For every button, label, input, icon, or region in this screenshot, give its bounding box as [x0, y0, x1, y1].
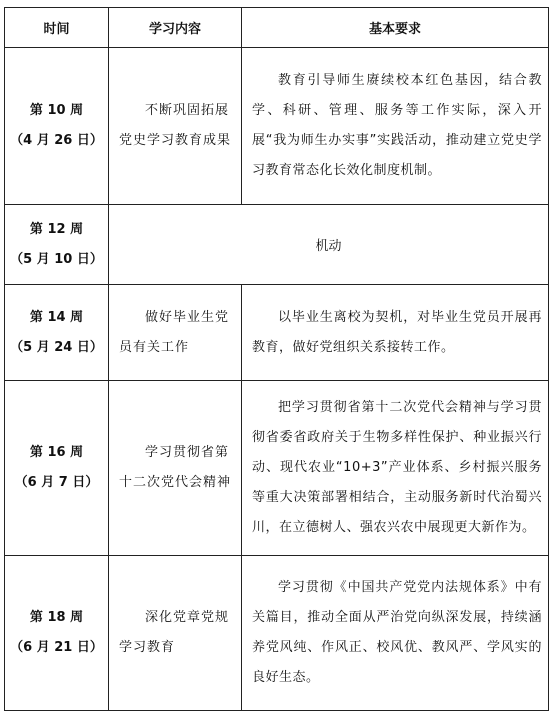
date-label: （5 月 10 日） [10, 251, 103, 267]
content-cell: 做好毕业生党员有关工作 [109, 285, 242, 381]
content-cell: 学习贯彻省第十二次党代会精神 [109, 381, 242, 556]
week-label: 第 14 周 [29, 309, 84, 325]
table-header-row [5, 8, 549, 48]
header-content: 学习内容 [109, 8, 242, 48]
date-label: （6 月 21 日） [10, 640, 103, 655]
header-requirements: 基本要求 [242, 8, 549, 48]
requirements-cell: 以毕业生离校为契机，对毕业生党员开展再教育，做好党组织关系接转工作。 [242, 285, 549, 381]
time-cell [5, 205, 109, 285]
week-label: 第 10 周 [29, 103, 84, 118]
time-cell [5, 48, 109, 205]
time-cell [5, 556, 109, 711]
time-cell [5, 381, 109, 556]
flexible-cell: 机动 [109, 205, 549, 285]
table-row [5, 205, 549, 285]
time-cell [5, 285, 109, 381]
date-label: （5 月 24 日） [10, 339, 103, 355]
week-label: 第 18 周 [29, 610, 84, 625]
week-label: 第 16 周 [29, 445, 84, 460]
content-cell: 不断巩固拓展党史学习教育成果 [109, 48, 242, 205]
table-row [5, 556, 549, 711]
table-row [5, 381, 549, 556]
study-schedule-table [4, 7, 549, 711]
content-cell: 深化党章党规学习教育 [109, 556, 242, 711]
requirements-cell: 教育引导师生赓续校本红色基因，结合教学、科研、管理、服务等工作实际，深入开展“我为师生办实事”实践活动，推动建立党史学习教育常态化长效化制度机制。 [242, 48, 549, 205]
date-label: （6 月 7 日） [14, 475, 99, 490]
requirements-cell: 学习贯彻《中国共产党党内法规体系》中有关篇目，推动全面从严治党向纵深发展，持续涵养党风纯、作风正、校风优、教风严、学风实的良好生态。 [242, 556, 549, 711]
table-row [5, 285, 549, 381]
date-label: （4 月 26 日） [10, 133, 103, 148]
week-label: 第 12 周 [29, 221, 84, 237]
header-time: 时间 [5, 8, 109, 48]
requirements-cell: 把学习贯彻省第十二次党代会精神与学习贯彻省委省政府关于生物多样性保护、种业振兴行动、现代农业“10+3”产业体系、乡村振兴服务等重大决策部署相结合，主动服务新时代治蜀兴川，在立德树人、强农兴农中展现更大新作为。 [242, 381, 549, 556]
table-row [5, 48, 549, 205]
